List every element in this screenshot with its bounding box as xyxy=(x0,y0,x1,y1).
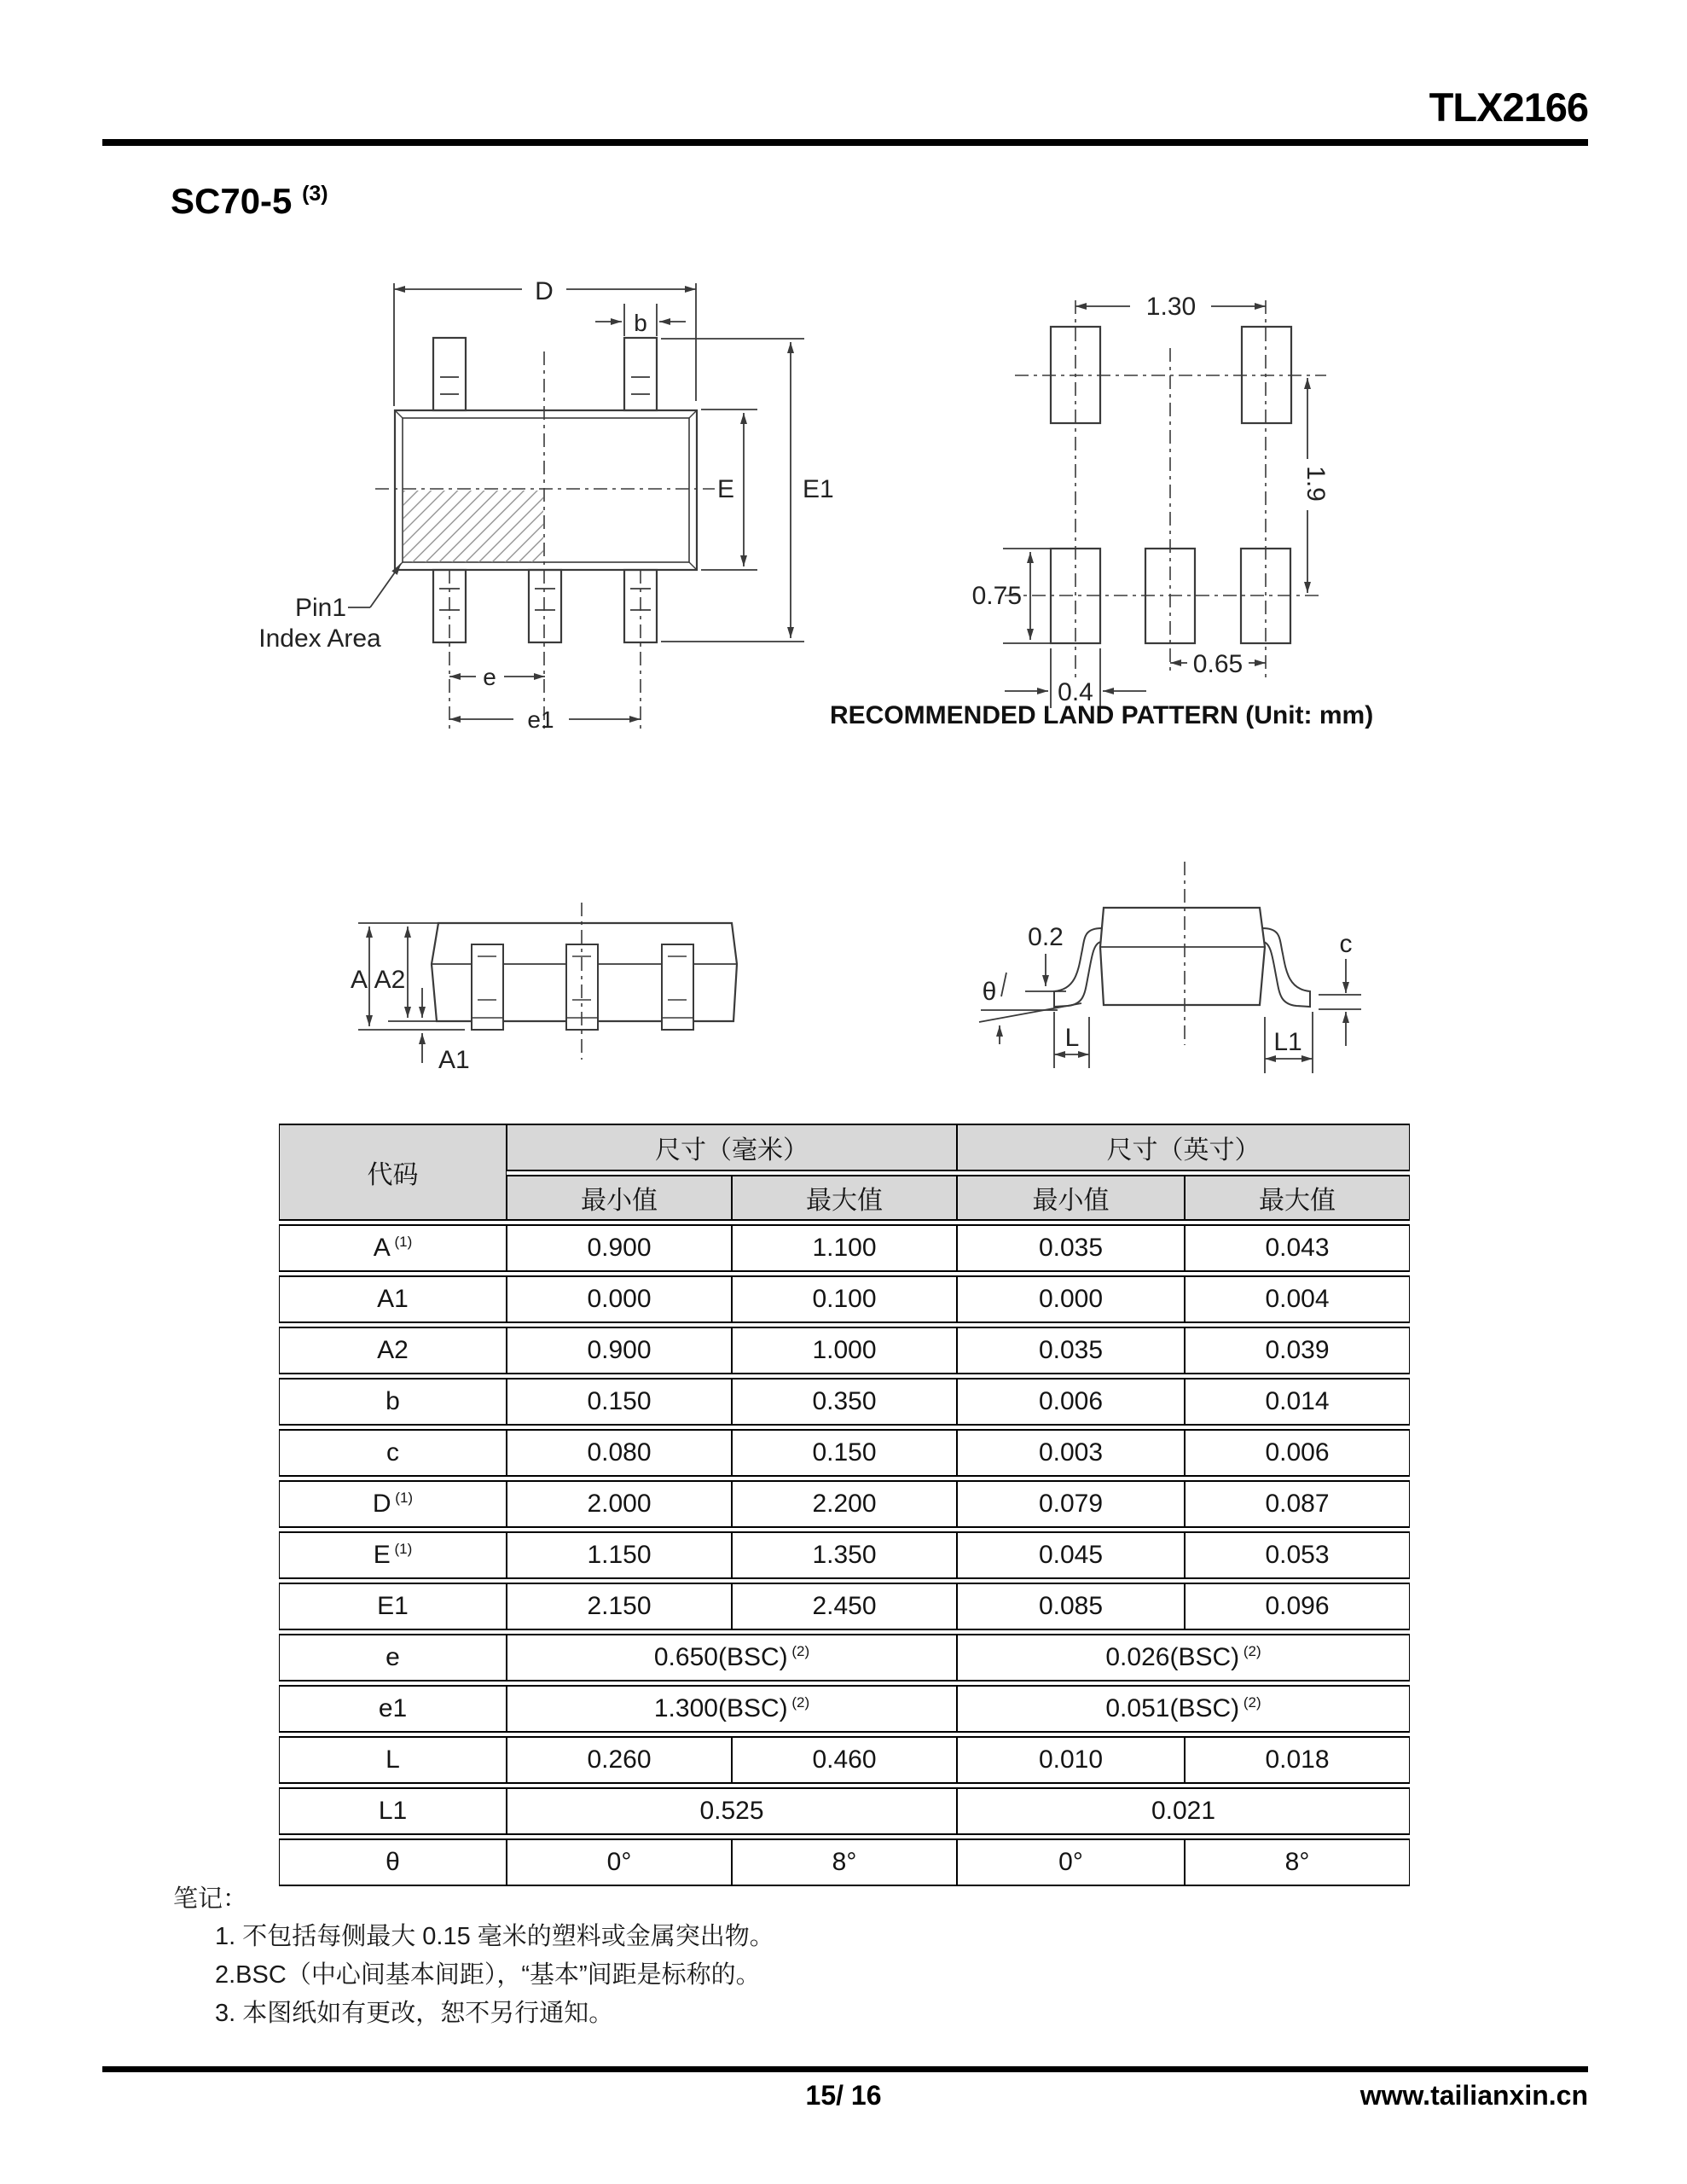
dim-code-cell: A $^{(1)}$ xyxy=(279,1224,507,1272)
note-item: 1. 不包括每侧最大 0.15 毫米的塑料或金属突出物。 xyxy=(215,1923,774,1950)
header-rule xyxy=(102,139,1588,146)
dim-value-cell: 1.000 xyxy=(732,1327,957,1374)
dim-value-cell: 2.200 xyxy=(732,1480,957,1528)
col-header-inch-max: 最大值 xyxy=(1185,1175,1410,1221)
package-top-pins xyxy=(433,338,657,410)
table-row xyxy=(279,1327,1410,1374)
dim-value-cell: 0.006 xyxy=(957,1378,1185,1426)
dim-code-cell: L xyxy=(279,1736,507,1784)
dim-value-cell: 1.100 xyxy=(732,1224,957,1272)
dim-value-cell: 0.150 xyxy=(732,1429,957,1477)
dim-code-cell: E $^{(1)}$ xyxy=(279,1531,507,1579)
dim-value-cell: 0.010 xyxy=(957,1736,1185,1784)
dim-value-cell: 0.900 xyxy=(507,1224,732,1272)
dim-code-cell: c xyxy=(279,1429,507,1477)
package-top-view-drawing xyxy=(256,277,836,742)
dim-label-1-30: 1.30 xyxy=(1145,293,1197,321)
dim-label-theta: θ xyxy=(982,978,997,1006)
table-row xyxy=(279,1429,1410,1477)
dim-value-cell: 0.150 xyxy=(507,1378,732,1426)
dim-value-cell: 0.051(BSC) $^{(2)}$ xyxy=(957,1685,1410,1733)
table-row xyxy=(279,1787,1410,1835)
table-row xyxy=(279,1583,1410,1630)
dim-code-cell: E1 xyxy=(279,1583,507,1630)
dim-label-A: A xyxy=(350,966,368,994)
land-centerlines xyxy=(1005,300,1326,682)
dim-label-0-65: 0.65 xyxy=(1192,650,1244,678)
side-leads xyxy=(472,944,693,1030)
notes-list xyxy=(215,1918,774,2033)
footer-website: www.tailianxin.cn xyxy=(1359,2080,1588,2111)
section-title xyxy=(171,181,328,222)
dim-value-cell: 0.460 xyxy=(732,1736,957,1784)
col-header-inch-min: 最小值 xyxy=(957,1175,1185,1221)
dim-value-cell: 0.650(BSC) $^{(2)}$ xyxy=(507,1634,957,1682)
section-title-sup: (3) xyxy=(302,182,328,206)
dim-label-b: b xyxy=(634,310,647,336)
table-row xyxy=(279,1378,1410,1426)
package-profile-view-drawing xyxy=(964,845,1407,1083)
dim-value-cell: 8° xyxy=(732,1838,957,1886)
table-row xyxy=(279,1480,1410,1528)
dim-value-cell: 0.026(BSC) $^{(2)}$ xyxy=(957,1634,1410,1682)
land-pattern-drawing xyxy=(972,282,1407,759)
dimensions-table xyxy=(279,1120,1410,1890)
table-row xyxy=(279,1736,1410,1784)
dim-label-0-4: 0.4 xyxy=(1058,678,1093,706)
dim-value-cell: 0.350 xyxy=(732,1378,957,1426)
dim-value-cell: 0.003 xyxy=(957,1429,1185,1477)
dim-value-cell: 0.079 xyxy=(957,1480,1185,1528)
dim-label-0-2: 0.2 xyxy=(1028,923,1064,951)
dim-value-cell: 1.350 xyxy=(732,1531,957,1579)
table-row xyxy=(279,1838,1410,1886)
dim-code-cell: e1 xyxy=(279,1685,507,1733)
dim-label-L1: L1 xyxy=(1273,1028,1302,1056)
dim-value-cell: 2.450 xyxy=(732,1583,957,1630)
dimension-c xyxy=(1319,959,1361,1046)
dim-code-cell: D $^{(1)}$ xyxy=(279,1480,507,1528)
dim-value-cell: 0.006 xyxy=(1185,1429,1410,1477)
dim-value-cell: 0.053 xyxy=(1185,1531,1410,1579)
dim-label-E: E xyxy=(716,475,734,503)
dim-code-cell: L1 xyxy=(279,1787,507,1835)
dim-value-cell: 0.021 xyxy=(957,1787,1410,1835)
dim-value-cell: 0° xyxy=(957,1838,1185,1886)
dim-label-E1: E1 xyxy=(803,475,834,503)
dim-label-L: L xyxy=(1064,1024,1080,1052)
dim-label-0-75: 0.75 xyxy=(971,582,1022,610)
notes-title: 笔记： xyxy=(173,1885,248,1913)
dim-label-A1: A1 xyxy=(438,1046,470,1074)
dim-value-cell: 0.100 xyxy=(732,1275,957,1323)
note-item: 2.BSC（中心间基本间距），“基本”间距是标称的。 xyxy=(215,1961,761,1989)
doc-title: TLX2166 xyxy=(1429,84,1588,130)
col-header-code: 代码 xyxy=(279,1124,507,1221)
dim-value-cell: 0.085 xyxy=(957,1583,1185,1630)
dim-value-cell: 0.035 xyxy=(957,1224,1185,1272)
dim-value-cell: 0.039 xyxy=(1185,1327,1410,1374)
dim-label-D: D xyxy=(535,277,554,305)
dim-code-cell: θ xyxy=(279,1838,507,1886)
dim-value-cell: 0.035 xyxy=(957,1327,1185,1374)
dim-value-cell: 2.000 xyxy=(507,1480,732,1528)
dim-label-e1: e1 xyxy=(527,706,554,733)
footer-page-number: 15/ 16 xyxy=(805,2080,882,2111)
table-row xyxy=(279,1531,1410,1579)
col-header-mm-min: 最小值 xyxy=(507,1175,732,1221)
dim-value-cell: 0.900 xyxy=(507,1327,732,1374)
dim-value-cell: 0.525 xyxy=(507,1787,957,1835)
dim-label-e: e xyxy=(483,664,496,690)
dim-code-cell: A2 xyxy=(279,1327,507,1374)
dim-label-A2: A2 xyxy=(374,966,406,994)
land-pattern-caption: RECOMMENDED LAND PATTERN (Unit: mm) xyxy=(830,701,1374,729)
table-row xyxy=(279,1275,1410,1323)
col-header-mm: 尺寸（毫米） xyxy=(507,1124,957,1171)
table-row xyxy=(279,1685,1410,1733)
pin1-leader xyxy=(348,564,401,607)
dimension-0-2 xyxy=(1025,954,1066,991)
dim-code-cell: A1 xyxy=(279,1275,507,1323)
dim-value-cell: 0.045 xyxy=(957,1531,1185,1579)
package-side-view-drawing xyxy=(324,887,768,1083)
dim-value-cell: 0.000 xyxy=(957,1275,1185,1323)
dim-value-cell: 0.080 xyxy=(507,1429,732,1477)
dim-code-cell: e xyxy=(279,1634,507,1682)
package-bottom-pins xyxy=(433,570,657,642)
dim-value-cell: 0.000 xyxy=(507,1275,732,1323)
pin1-index-hatch xyxy=(403,491,543,562)
profile-body xyxy=(1100,908,1265,1005)
dim-code-cell: b xyxy=(279,1378,507,1426)
dim-value-cell: 0.087 xyxy=(1185,1480,1410,1528)
dim-value-cell: 2.150 xyxy=(507,1583,732,1630)
dim-value-cell: 0.004 xyxy=(1185,1275,1410,1323)
dim-label-1-9: 1.9 xyxy=(1301,466,1330,502)
package-name: SC70-5 xyxy=(171,181,293,221)
pin1-label: Pin1 xyxy=(294,594,346,622)
table-header-row-1 xyxy=(279,1124,1410,1171)
pin1-index-area-label: Index Area xyxy=(258,624,381,653)
col-header-inch: 尺寸（英寸） xyxy=(957,1124,1410,1171)
dim-value-cell: 0.018 xyxy=(1185,1736,1410,1784)
dim-value-cell: 0.260 xyxy=(507,1736,732,1784)
dim-value-cell: 0.014 xyxy=(1185,1378,1410,1426)
dim-value-cell: 8° xyxy=(1185,1838,1410,1886)
table-row xyxy=(279,1224,1410,1272)
dim-value-cell: 0.043 xyxy=(1185,1224,1410,1272)
dim-value-cell: 1.300(BSC) $^{(2)}$ xyxy=(507,1685,957,1733)
dim-value-cell: 0.096 xyxy=(1185,1583,1410,1630)
col-header-mm-max: 最大值 xyxy=(732,1175,957,1221)
footer-rule xyxy=(102,2066,1588,2072)
table-row xyxy=(279,1634,1410,1682)
dim-label-c: c xyxy=(1339,930,1353,958)
note-item: 3. 本图纸如有更改，恕不另行通知。 xyxy=(215,2000,614,2027)
dim-value-cell: 0° xyxy=(507,1838,732,1886)
dim-value-cell: 1.150 xyxy=(507,1531,732,1579)
